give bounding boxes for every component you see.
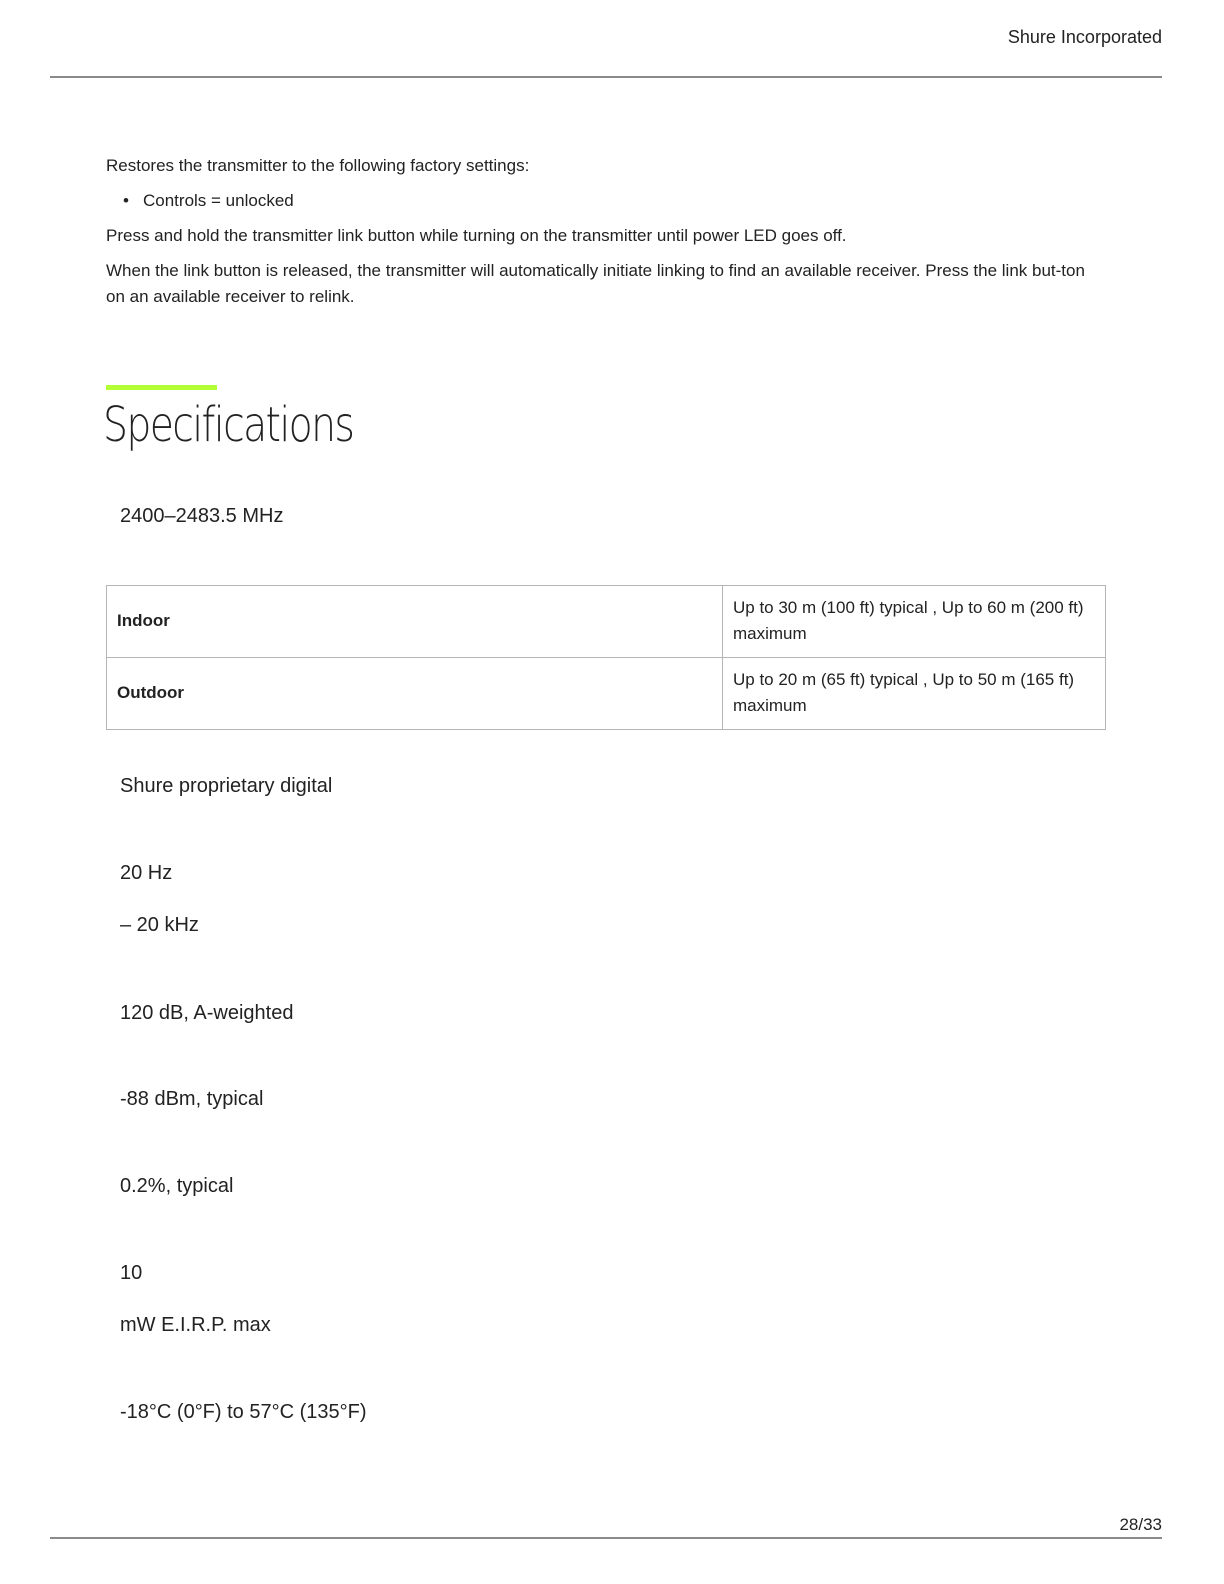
spec-sensitivity: -88 dBm, typical [120, 1088, 264, 1110]
spec-modulation: Shure proprietary digital [120, 775, 333, 797]
spec-dynamic-range: 120 dB, A-weighted [120, 1002, 294, 1024]
intro-section [106, 153, 1106, 319]
spec-temperature: -18°C (0°F) to 57°C (135°F) [120, 1401, 367, 1423]
list-item-text: Controls = unlocked [143, 191, 294, 210]
settings-bullet-list [106, 188, 1106, 214]
spec-rf-power-value: 10 [120, 1262, 143, 1284]
table-row [107, 586, 1106, 658]
spec-freq-response-low: 20 Hz [120, 862, 173, 884]
header-company-name: Shure Incorporated [1007, 27, 1162, 47]
table-cell-label: Indoor [107, 586, 723, 658]
table-row [107, 658, 1106, 730]
press-hold-paragraph: Press and hold the transmitter link button while turning on the transmitter until power LED goes off. [106, 226, 847, 245]
spec-thd: 0.2%, typical [120, 1175, 234, 1197]
table-cell-value: Up to 20 m (65 ft) typical , Up to 50 m (165 ft) maximum [723, 658, 1106, 730]
range-table [106, 585, 1106, 730]
section-accent-bar [106, 385, 217, 390]
list-item [106, 188, 1106, 214]
table-cell-value: Up to 30 m (100 ft) typical , Up to 60 m (200 ft) maximum [723, 586, 1106, 658]
spec-freq-response-high: – 20 kHz [120, 914, 199, 936]
section-title: Specifications [103, 397, 354, 453]
bullet-icon: • [123, 191, 129, 210]
page-number: 28/33 [1119, 1515, 1162, 1534]
restore-paragraph: Restores the transmitter to the following factory settings: [106, 156, 530, 175]
table-cell-label: Outdoor [107, 658, 723, 730]
relink-paragraph: When the link button is released, the transmitter will automatically initiate linking to find an available receiver. Press the link but-ton on an available receiver to relink. [106, 261, 1085, 306]
footer-divider [50, 1537, 1162, 1539]
spec-rf-power-unit: mW E.I.R.P. max [120, 1314, 271, 1336]
spec-frequency: 2400–2483.5 MHz [120, 505, 284, 527]
header-divider [50, 76, 1162, 78]
